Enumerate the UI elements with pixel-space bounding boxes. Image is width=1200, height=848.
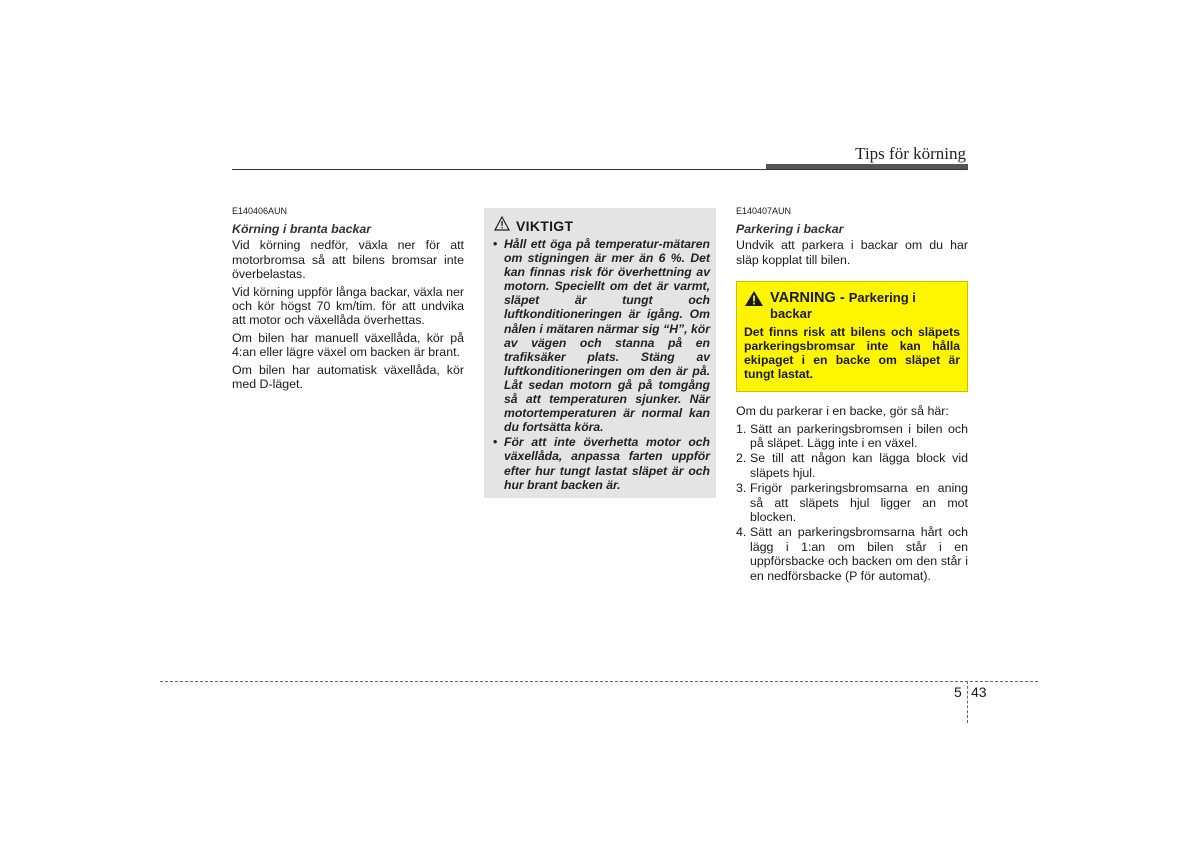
step-item [736, 481, 968, 524]
section-heading: Körning i branta backar [232, 222, 372, 236]
page-number-divider [967, 681, 968, 723]
bullet: • [493, 435, 498, 450]
notice-title: VIKTIGT [516, 218, 574, 234]
step-number: 3. [736, 481, 747, 496]
caution-triangle-outline-icon [494, 216, 510, 236]
notice-item [490, 435, 710, 491]
step-text: Sätt an parkeringsbromsen i bilen och på släpet. Lägg inte i en växel. [750, 421, 968, 451]
paragraph: Undvik att parkera i backar om du har släp kopplat till bilen. [736, 238, 968, 267]
warning-word: VARNING [770, 290, 836, 307]
steps-intro: Om du parkerar i en backe, gör så här: [736, 404, 949, 419]
section-code: E140406AUN [232, 206, 288, 216]
step-item [736, 422, 968, 451]
step-text: Frigör parkeringsbromsarna en aning så att släpets hjul ligger an mot blocken. [750, 481, 968, 525]
step-item [736, 451, 968, 480]
step-item [736, 525, 968, 583]
step-text: Se till att någon kan lägga block vid släpets hjul. [750, 451, 968, 480]
warning-triangle-filled-icon [744, 290, 764, 310]
warning-header [744, 290, 960, 321]
paragraph: Om bilen har automatisk växellåda, kör med D-läget. [232, 362, 464, 392]
warning-body: Det finns risk att bilens och släpets parkeringsbromsar inte kan hålla ekipaget i en backe om släpet är tungt lastat. [744, 325, 960, 382]
paragraph: Vid körning nedför, växla ner för att motorbromsa så att bilens bromsar inte överbelastas. [232, 238, 464, 282]
notice-box [484, 208, 716, 498]
notice-item-text: För att inte överhetta motor och växellåda, anpassa farten uppför efter hur tungt lastat släpet är och hur brant backen är. [504, 435, 710, 492]
right-column [736, 206, 968, 584]
section-heading: Parkering i backar [736, 222, 844, 236]
page-number: 43 [971, 684, 987, 700]
warning-title [770, 290, 960, 321]
step-number: 4. [736, 525, 747, 540]
left-column [232, 206, 464, 394]
chapter-number: 5 [954, 684, 962, 700]
header-rule [232, 169, 967, 170]
section-code: E140407AUN [736, 206, 792, 216]
running-header-title: Tips för körning [855, 144, 966, 163]
paragraph: Vid körning uppför långa backar, växla ner och kör högst 70 km/tim. för att undvika att motor och växellåda överhettas. [232, 284, 464, 328]
footer-rule [160, 681, 1038, 682]
steps-list [736, 422, 968, 583]
notice-item-text: Håll ett öga på temperatur-mätaren om stigningen är mer än 6 %. Det kan finnas risk för överhettning av motorn. Speciellt om det är varmt, släpet är tungt och luftkonditioneringen är igång. Om nålen i mätaren närmar sig “H”, kör av vägen och stanna på en trafiksäker plats. Stäng av luftkonditioneringen om den är på. Låt sedan motorn gå på tomgång så att temperaturen sjunker. När motortemperaturen är normal kan du fortsätta köra. [504, 237, 710, 435]
bullet: • [493, 237, 498, 251]
notice-item [490, 237, 710, 434]
warning-subtitle: Parkering i backar [770, 290, 916, 322]
step-number: 1. [736, 421, 747, 436]
paragraph: Om bilen har manuell växellåda, kör på 4:an eller lägre växel om backen är brant. [232, 330, 464, 360]
warning-dash: - [835, 290, 849, 307]
warning-box [736, 281, 968, 392]
notice-header [490, 217, 710, 235]
step-number: 2. [736, 451, 747, 466]
step-text: Sätt an parkeringsbromsarna hårt och lägg i 1:an om bilen står i en uppförsbacke och backen om den står i en nedförsbacke (P för automat). [750, 525, 968, 583]
notice-list [490, 237, 710, 492]
